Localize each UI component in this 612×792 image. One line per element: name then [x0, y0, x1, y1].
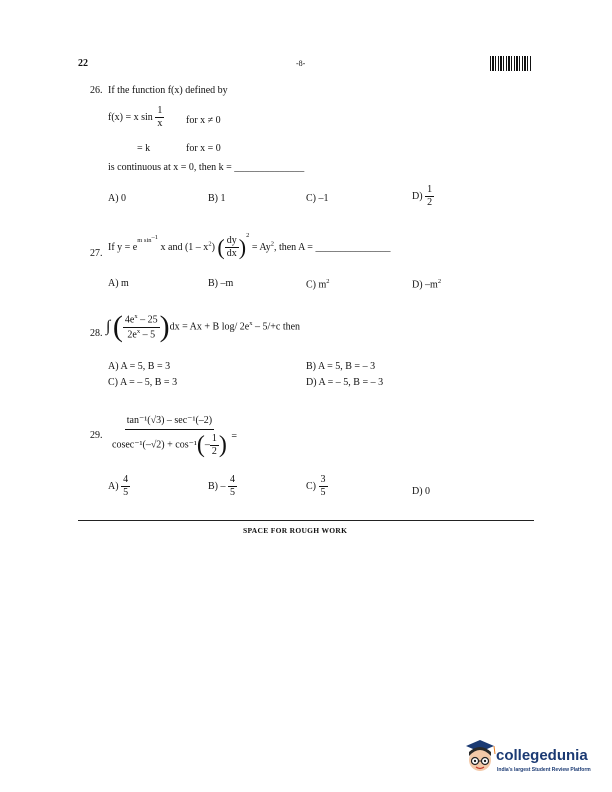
q29-number: 29. — [90, 430, 103, 441]
fraction-denominator — [110, 430, 229, 457]
q27-outer-sup: 2 — [246, 232, 250, 240]
page-number: 22 — [78, 58, 88, 69]
q27-derivative-fraction — [225, 236, 239, 259]
q28-option-d[interactable]: D) A = – 5, B = – 3 — [306, 377, 384, 388]
logo-name: collegedunia — [496, 747, 588, 764]
option-fraction — [228, 475, 237, 498]
q27-equation — [108, 232, 391, 260]
q27-text-b: x and (1 – x — [158, 241, 209, 253]
fraction-denominator: 2 — [427, 197, 433, 208]
q28-option-c[interactable]: C) A = – 5, B = 3 — [108, 377, 178, 388]
q26-option-b[interactable]: B) 1 — [208, 193, 226, 204]
center-page-mark: -8- — [296, 59, 306, 68]
fraction-numerator: 4 — [230, 474, 235, 485]
barcode-icon — [490, 56, 532, 71]
left-paren: ( — [217, 234, 225, 260]
denominator-text: cosec⁻¹(–√2) + cos⁻¹ — [112, 439, 197, 451]
option-label: B) – — [208, 480, 226, 492]
q26-option-c[interactable]: C) –1 — [306, 193, 329, 204]
option-label: C) m — [306, 279, 327, 291]
q27-sup-b: –1 — [151, 234, 159, 242]
fraction-denominator: 5 — [320, 487, 326, 498]
fraction-denominator: dx — [226, 248, 237, 259]
q29-option-d[interactable]: D) 0 — [412, 486, 431, 497]
q26-option-d[interactable] — [412, 185, 434, 208]
fraction-numerator: 3 — [320, 474, 326, 485]
q27-text-c: ) — [211, 241, 215, 253]
q29-expression — [110, 416, 237, 457]
q28-number: 28. — [90, 328, 103, 339]
q28-tail-sup: x — [249, 319, 253, 327]
q29-main-fraction — [110, 416, 229, 457]
q26-stem: If the function f(x) defined by — [108, 85, 228, 96]
q26-line1-fraction — [155, 106, 164, 129]
right-paren: ) — [238, 234, 247, 260]
fraction-numerator: 1 — [211, 432, 217, 444]
option-fraction — [319, 475, 328, 498]
q26-line1-lhs: f(x) = x sin — [108, 111, 153, 123]
q27-option-d[interactable] — [412, 278, 441, 290]
left-paren: ( — [112, 310, 123, 343]
fraction-numerator: dy — [226, 235, 237, 246]
option-label: C) — [306, 480, 316, 492]
q26-line1-condition: for x ≠ 0 — [186, 115, 221, 126]
den-part: – 5 — [140, 328, 156, 340]
fraction-numerator: tan⁻¹(√3) – sec⁻¹(–2) — [125, 416, 214, 430]
q28-option-a[interactable]: A) A = 5, B = 3 — [108, 361, 171, 372]
logo-tagline: India's largest Student Review Platform — [497, 767, 591, 773]
left-paren: ( — [196, 432, 205, 458]
q28-tail-b: – 5/+c then — [252, 321, 301, 333]
option-fraction — [425, 185, 434, 208]
q26-line2-lhs: = k — [137, 143, 151, 154]
fraction-denominator: 2 — [211, 445, 217, 457]
fraction-denominator: x — [157, 118, 163, 129]
q26-tail: is continuous at x = 0, then k = ______________ — [108, 162, 305, 173]
integral-sign: ∫ — [106, 318, 111, 335]
q27-option-c[interactable] — [306, 278, 330, 290]
q27-option-b[interactable]: B) –m — [208, 278, 234, 289]
num-sup: x — [134, 313, 138, 321]
q28-option-b[interactable]: B) A = 5, B = – 3 — [306, 361, 376, 372]
q26-option-a[interactable]: A) 0 — [108, 193, 127, 204]
q27-text-d: = Ay — [249, 241, 271, 253]
num-part: – 25 — [137, 314, 158, 326]
q27-option-a[interactable]: A) m — [108, 278, 129, 289]
den-part: 2e — [127, 328, 137, 340]
q27-number: 27. — [90, 248, 103, 259]
fraction-numerator: 4 — [123, 474, 129, 485]
option-fraction — [121, 475, 130, 498]
option-sup: 2 — [437, 278, 442, 285]
option-label: D) — [412, 190, 423, 202]
fraction-denominator: 5 — [123, 487, 129, 498]
q29-option-c[interactable] — [306, 475, 328, 498]
q27-text-b-sup: 2 — [208, 240, 212, 248]
q27-text-d-sup: 2 — [270, 240, 274, 248]
q28-equation — [106, 312, 300, 342]
q27-sup-a: m sin — [137, 237, 152, 245]
right-paren: ) — [159, 310, 170, 343]
q28-fraction — [123, 314, 160, 340]
option-sup: 2 — [326, 278, 330, 285]
fraction-numerator: 1 — [427, 184, 433, 195]
q26-line1 — [108, 106, 164, 129]
q26-line2-condition: for x = 0 — [186, 143, 221, 154]
rough-work-label: SPACE FOR ROUGH WORK — [243, 526, 348, 535]
equals-sign: = — [231, 430, 238, 442]
option-label: A) — [108, 480, 119, 492]
q29-option-b[interactable] — [208, 475, 237, 498]
right-paren: ) — [218, 432, 227, 458]
q27-text-a: If y = e — [108, 241, 138, 253]
inner-fraction — [210, 434, 219, 457]
fraction-denominator: 5 — [230, 487, 235, 498]
collegedunia-logo-icon — [462, 738, 496, 779]
rough-work-divider — [78, 520, 534, 521]
option-label: D) –m — [412, 279, 438, 291]
fraction-numerator — [123, 314, 160, 327]
q28-tail-a: dx = Ax + B log/ 2e — [169, 321, 250, 333]
num-part: 4e — [124, 314, 135, 326]
fraction-numerator: 1 — [157, 105, 163, 116]
den-sup: x — [136, 327, 141, 335]
minus-sign: – — [204, 439, 210, 451]
q29-option-a[interactable] — [108, 475, 130, 498]
fraction-denominator — [125, 328, 157, 340]
q26-number: 26. — [90, 85, 103, 96]
q27-text-e: , then A = _______________ — [273, 241, 391, 253]
